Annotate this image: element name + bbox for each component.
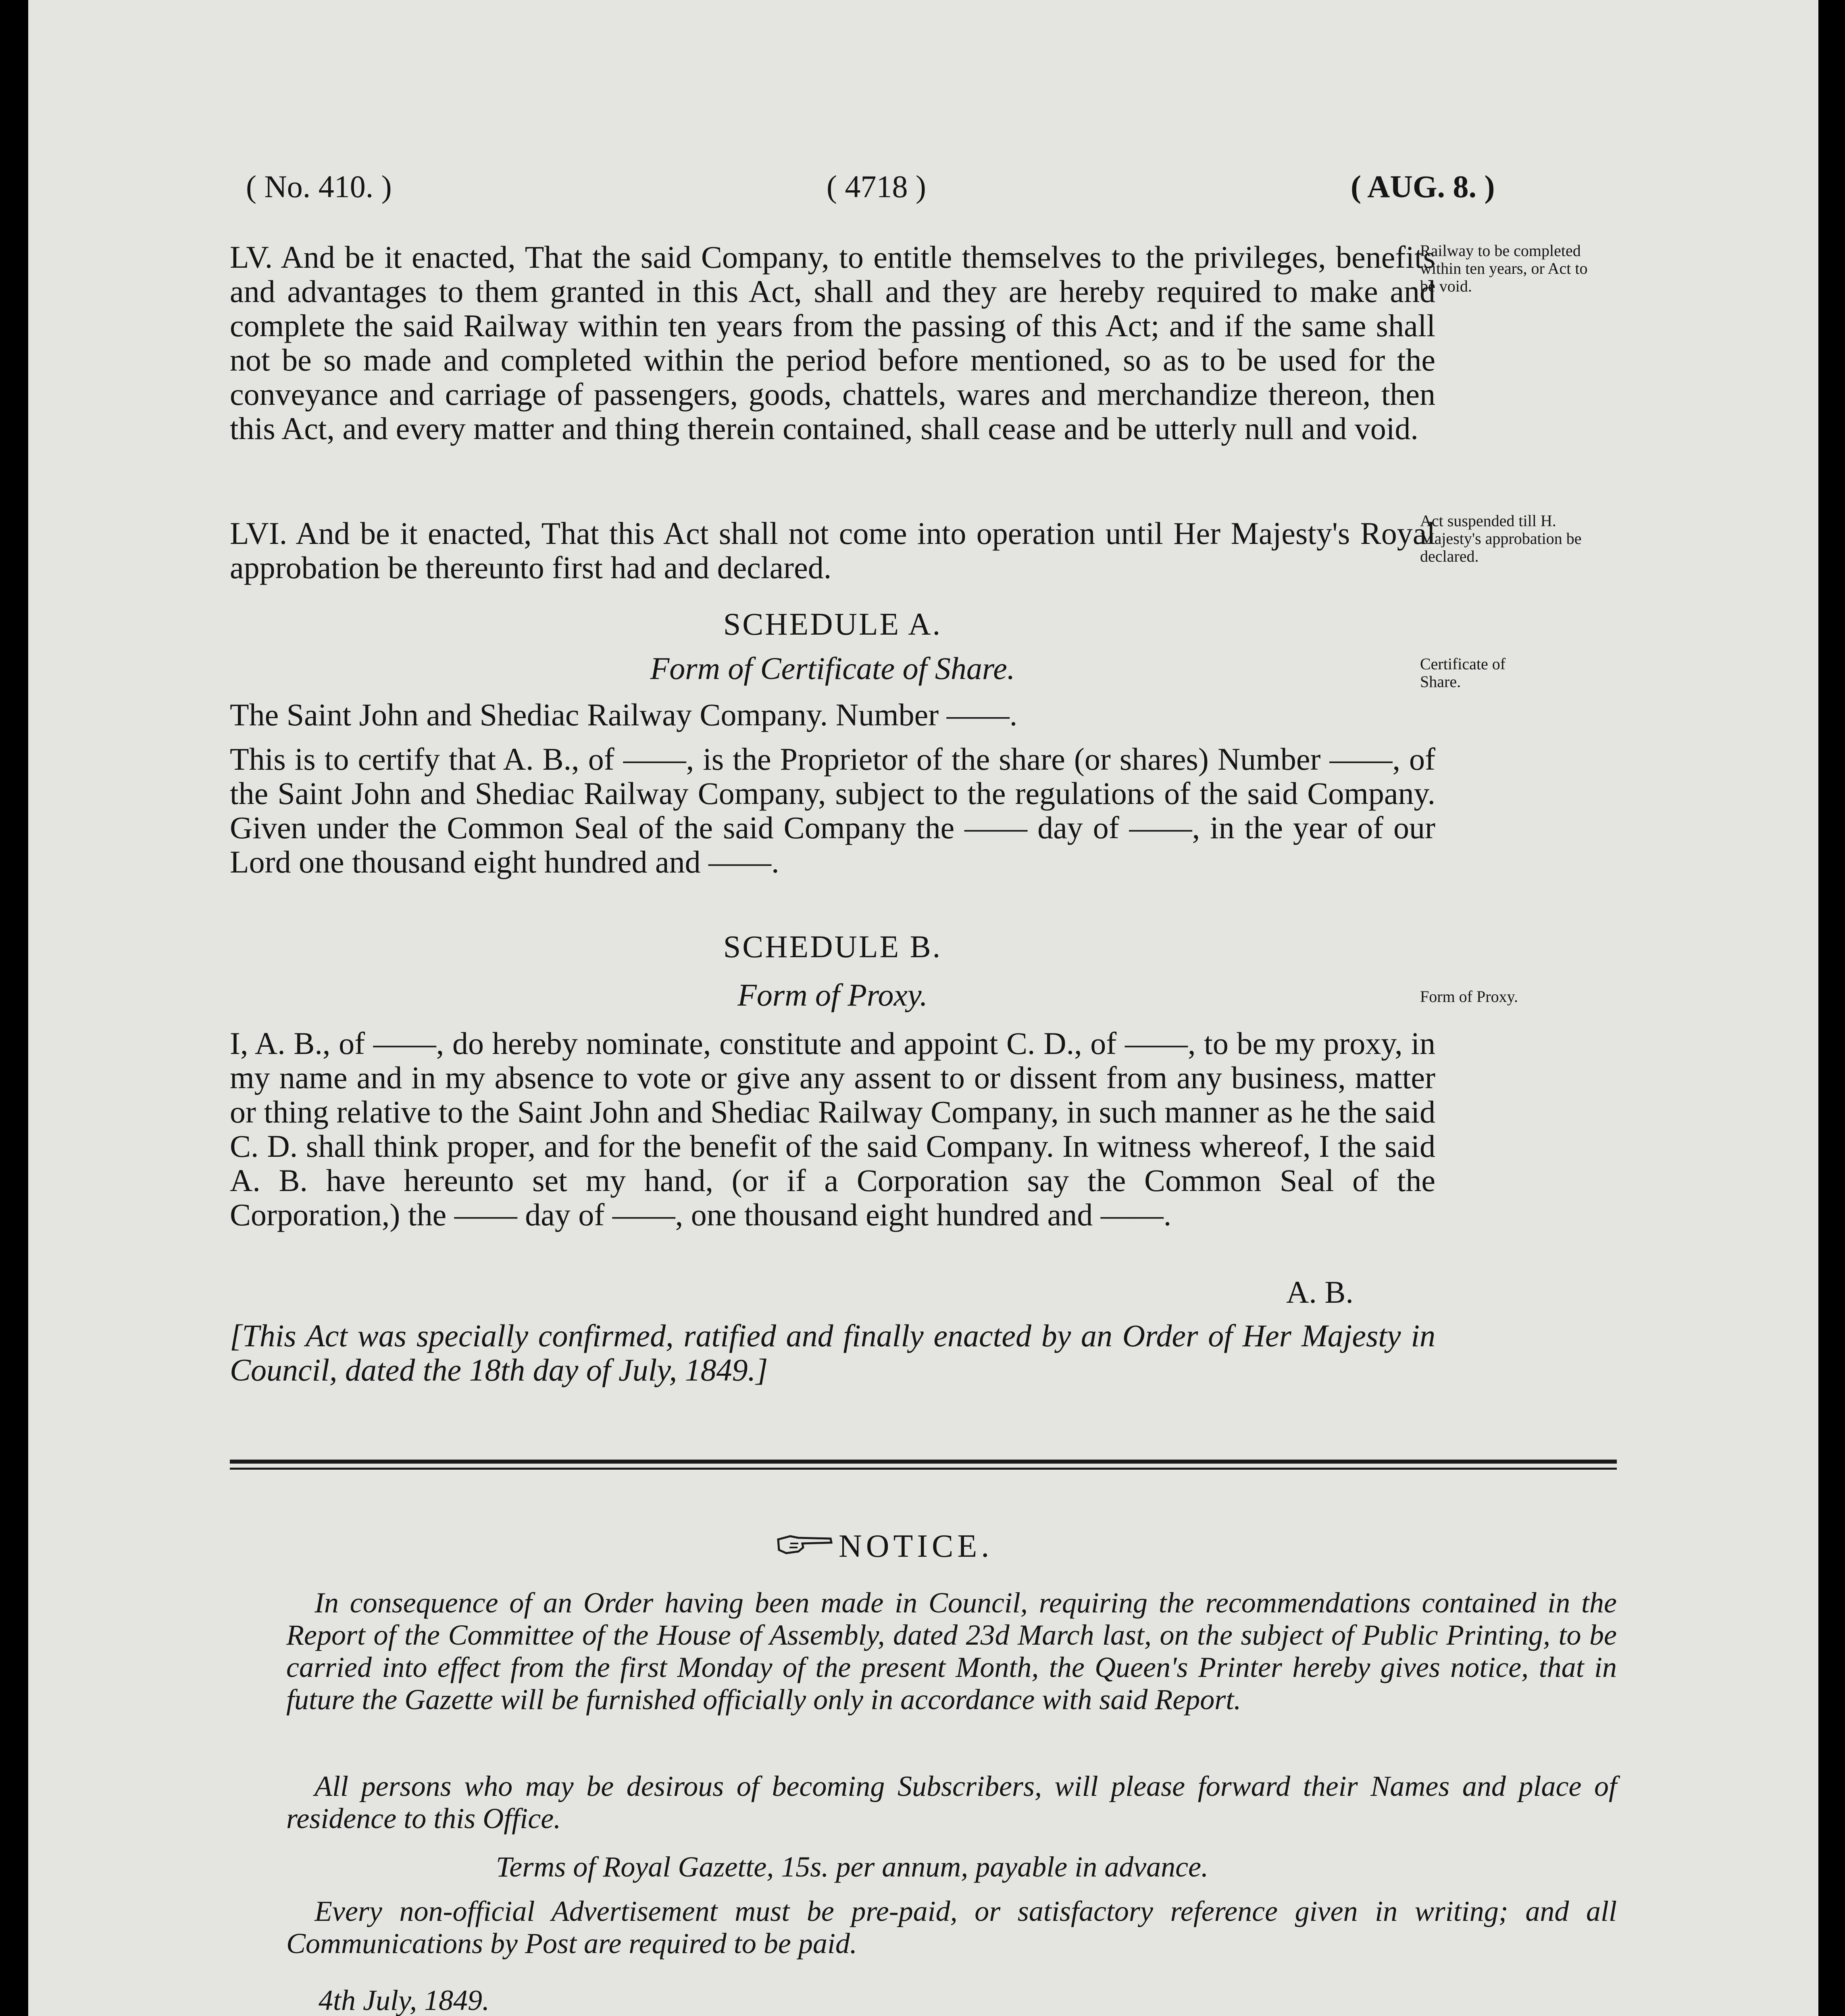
double-rule-bottom [230, 1468, 1617, 1470]
notice-date: 4th July, 1849. [319, 1984, 489, 2016]
schedule-b-title: SCHEDULE B. [723, 929, 942, 964]
notice-p2: All persons who may be desirous of becoming Subscribers, will please forward their Names and place of residence to this Office. [286, 1770, 1617, 1835]
section-lv [230, 240, 1435, 446]
notice-paragraph-2 [286, 1770, 1617, 1843]
margin-note-certificate: Certificate of Share. [1420, 655, 1506, 691]
margin-note-proxy: Form of Proxy. [1420, 987, 1518, 1006]
schedule-a-subtitle: Form of Certificate of Share. [650, 651, 1015, 686]
notice-heading [774, 1528, 993, 1568]
notice-paragraph-3 [496, 1851, 1544, 1892]
confirmation-note: [This Act was specially confirmed, ratified and finally enacted by an Order of Her Majesty in Council, dated the 18th day of July, 1849.] [230, 1318, 1435, 1387]
schedule-a-title: SCHEDULE A. [723, 606, 942, 641]
header-page: ( 4718 ) [827, 169, 926, 204]
schedule-a-text: This is to certify that A. B., of ——, is the Proprietor of the share (or shares) Number ——, of the Saint John and Shediac Railway Company, subject to the regulations of the said Company. Given under the Common Seal of the said Company the —— day of ——, in the year of our Lord one thousand eight hundred and ——. [230, 741, 1435, 879]
header-date: ( AUG. 8. ) [1351, 169, 1495, 204]
notice-p4: Every non-official Advertisement must be pre-paid, or satisfactory reference given in writing; and all Communications by Post are required to be paid. [286, 1895, 1617, 1960]
section-lvi [230, 516, 1435, 585]
schedule-b-signature: A. B. [1286, 1275, 1354, 1310]
pointing-hand-icon [774, 1531, 835, 1568]
schedule-a-company-line: The Saint John and Shediac Railway Company. Number ——. [230, 697, 1018, 732]
notice-paragraph-1 [286, 1587, 1617, 1724]
margin-note-railway: Railway to be completed within ten years, or Act to be void. [1420, 242, 1588, 295]
notice-p3: Terms of Royal Gazette, 15s. per annum, payable in advance. [496, 1851, 1209, 1883]
notice-p1: In consequence of an Order having been made in Council, requiring the recommendations contained in the Report of the Committee of the House of Assembly, dated 23d March last, on the subject of Public Printing, to be carried into effect from the first Monday of the present Month, the Queen's Printer hereby gives notice, that in future the Gazette will be furnished officially only in accordance with said Report. [286, 1587, 1617, 1716]
double-rule-top [230, 1460, 1617, 1464]
notice-paragraph-4 [286, 1895, 1617, 1968]
schedule-b-text: I, A. B., of ——, do hereby nominate, constitute and appoint C. D., of ——, to be my proxy, in my name and in my absence to vote or give any assent to or dissent from any business, matter or thing relative to the Saint John and Shediac Railway Company, in such manner as he the said C. D. shall think proper, and for the benefit of the said Company. In witness whereof, I the said A. B. have hereunto set my hand, (or if a Corporation say the Common Seal of the Corporation,) the —— day of ——, one thousand eight hundred and ——. [230, 1026, 1435, 1232]
header-number: ( No. 410. ) [246, 169, 392, 204]
page [28, 0, 1818, 2016]
margin-note-suspended: Act suspended till H. Majesty's approbation be declared. [1420, 512, 1582, 565]
section-lvi-text: LVI. And be it enacted, That this Act shall not come into operation until Her Majesty's Royal approbation be thereunto first had and declared. [230, 516, 1435, 585]
schedule-b-subtitle: Form of Proxy. [737, 977, 928, 1012]
notice-title: NOTICE. [839, 1529, 993, 1564]
section-lv-text: LV. And be it enacted, That the said Company, to entitle themselves to the privileges, benefits and advantages to them granted in this Act, shall and they are hereby required to make and complete the said Railway within ten years from the passing of this Act; and if the same shall not be so made and completed within the period before mentioned, so as to be used for the conveyance and carriage of passengers, goods, chattels, wares and merchandize thereon, then this Act, and every matter and thing therein contained, shall cease and be utterly null and void. [230, 240, 1435, 446]
